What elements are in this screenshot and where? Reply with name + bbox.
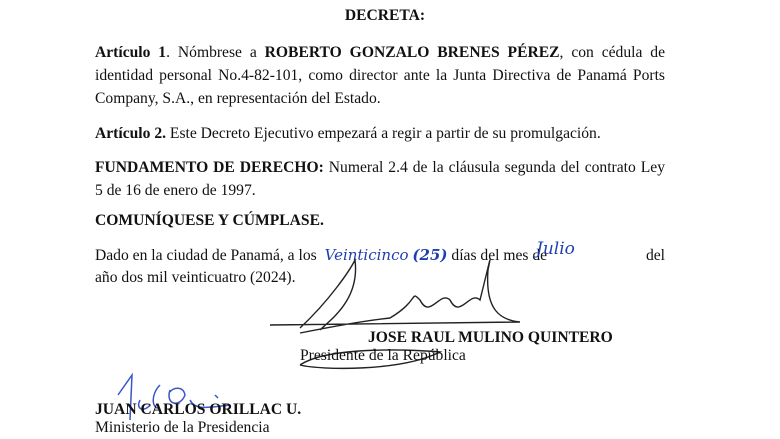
article-2-text: Este Decreto Ejecutivo empezará a regir a partir de su promulgación. <box>166 125 601 142</box>
fundamento-label: FUNDAMENTO DE DERECHO: <box>95 159 324 176</box>
dado-mid: días del mes de <box>451 247 548 264</box>
fundamento <box>95 156 665 202</box>
signer-president-name: JOSE RAUL MULINO QUINTERO <box>368 329 613 346</box>
signer-president-title: Presidente de la República <box>300 347 466 364</box>
fundamento-text: Numeral 2.4 de la cláusula segunda del contrato Ley 5 de 16 de enero de 1997. <box>95 159 665 199</box>
dado-line <box>95 239 665 267</box>
article-1-text: , con cédula de identidad personal No.4-82-101, como director ante la Junta Directiva de Panamá Ports Company, S.A., en representación del Estado. <box>95 44 665 107</box>
article-1 <box>95 41 665 110</box>
article-1-label: Artículo 1 <box>95 44 167 61</box>
signer-minister-name: JUAN CARLOS ORILLAC U. <box>95 401 302 418</box>
appointee-name: ROBERTO GONZALO BRENES PÉREZ <box>264 44 560 61</box>
comuniquese: COMUNÍQUESE Y CÚMPLASE. <box>95 212 324 229</box>
handwritten-month: Julio <box>536 239 575 259</box>
handwritten-day: Veinticinco <box>324 246 409 264</box>
dado-line-2: año dos mil veinticuatro (2024). <box>95 269 296 286</box>
dado-post: del <box>645 247 665 264</box>
handwritten-day-number: (25) <box>412 246 448 264</box>
dado-pre: Dado en la ciudad de Panamá, a los <box>95 247 317 264</box>
signer-minister-title: Ministerio de la Presidencia <box>95 419 270 436</box>
article-1-pre: . Nómbrese a <box>166 44 265 61</box>
article-2 <box>95 122 665 145</box>
article-2-label: Artículo 2. <box>95 125 167 142</box>
heading: DECRETA: <box>344 7 426 24</box>
